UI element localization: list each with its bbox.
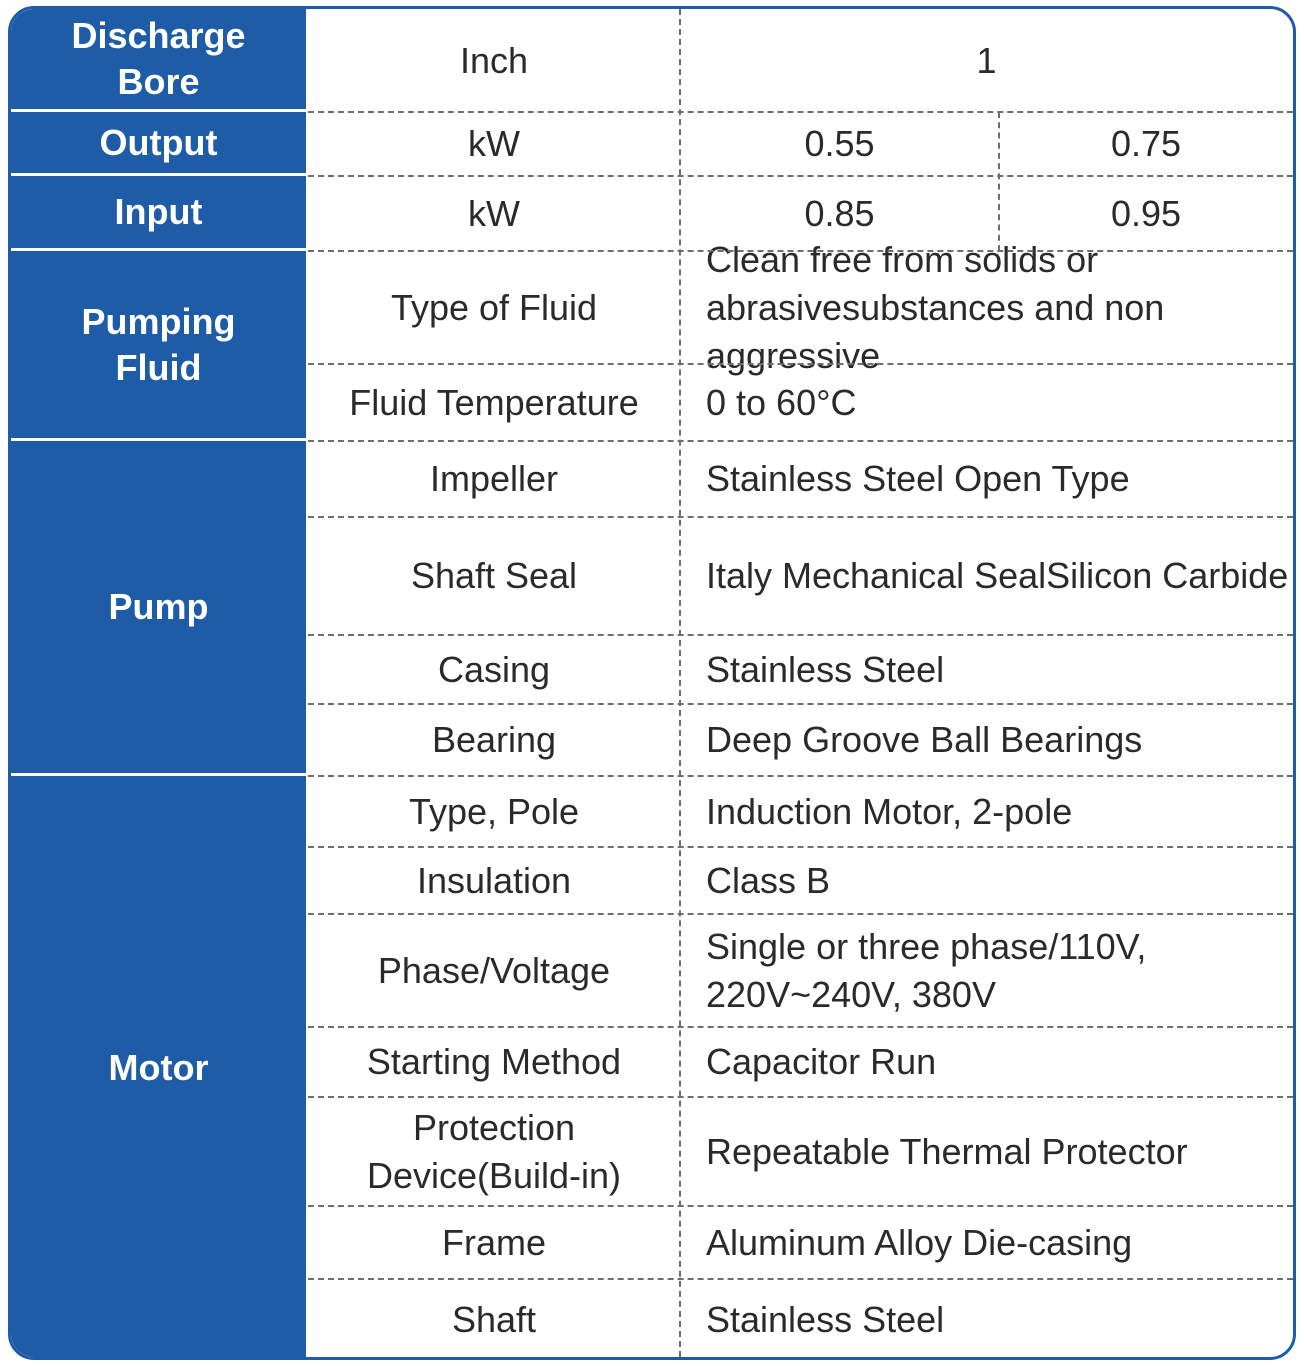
row-label — [308, 251, 680, 364]
row-value-line: Clean free from solids or abrasive — [706, 238, 1099, 328]
spec-table — [8, 6, 1296, 1360]
row-divider — [308, 175, 1293, 177]
row-value — [680, 847, 1293, 914]
row-divider — [308, 363, 1293, 365]
row-label-line: Shaft Seal — [410, 555, 578, 596]
category-pump — [11, 441, 306, 776]
row-divider — [308, 1026, 1293, 1028]
category-label: Pump — [108, 586, 209, 627]
row-label-line: Type, Pole — [408, 790, 580, 832]
row-divider — [308, 634, 1293, 636]
row-label-line: Phase/Voltage — [377, 949, 611, 991]
category-output — [11, 112, 306, 176]
row-divider — [308, 913, 1293, 915]
row-divider — [308, 703, 1293, 705]
row-divider — [308, 1205, 1293, 1207]
row-divider — [308, 775, 1293, 777]
category-discharge-bore — [11, 9, 306, 112]
category-label: Input — [114, 191, 203, 232]
category-label: Discharge — [71, 15, 246, 56]
row-divider — [308, 1278, 1293, 1280]
row-value — [680, 364, 1293, 441]
row-label-line: Frame — [441, 1221, 546, 1263]
row-value-line: 0 to 60°C — [706, 381, 857, 423]
row-value — [680, 635, 1293, 704]
row-value-line: 0.55 — [804, 123, 875, 164]
row-divider — [308, 846, 1293, 848]
row-label — [308, 776, 680, 847]
category-label: Motor — [108, 1047, 209, 1088]
row-value-line: Italy Mechanical Seal — [706, 555, 1047, 596]
row-value-line: Class B — [706, 859, 831, 901]
row-value — [680, 9, 1293, 112]
row-label-line: Type of Fluid — [390, 286, 598, 328]
category-label: Output — [99, 121, 218, 163]
row-divider — [308, 440, 1293, 442]
row-value-line: Stainless Steel Open Type — [706, 458, 1130, 499]
row-divider — [308, 516, 1293, 518]
row-value-line: Deep Groove Ball Bearings — [706, 719, 1143, 760]
row-label-line: Starting Method — [366, 1041, 622, 1082]
row-value-line: Stainless Steel — [706, 648, 945, 690]
row-value-line: 1 — [976, 39, 997, 81]
row-value-line: Capacitor Run — [706, 1041, 937, 1082]
row-value-line: 110V, 220V~240V, 380V — [706, 925, 1147, 1015]
row-label-line: Fluid Temperature — [349, 381, 639, 423]
category-label: Pumping — [81, 300, 236, 342]
row-value-line: Stainless Steel — [706, 1298, 945, 1340]
column-divider — [679, 9, 681, 1357]
row-label-line: Impeller — [429, 458, 559, 499]
row-label — [308, 176, 680, 251]
row-value-line: 0.95 — [1110, 192, 1182, 234]
row-label — [308, 847, 680, 914]
row-divider — [308, 111, 1293, 113]
row-value — [680, 776, 1293, 847]
row-value — [999, 112, 1293, 176]
row-value — [680, 1279, 1293, 1360]
row-label-line: Protection Device — [366, 1106, 576, 1196]
row-label — [308, 517, 680, 635]
row-value — [680, 517, 1293, 635]
row-label-line: Inch — [459, 39, 529, 81]
row-label-line: kW — [468, 123, 520, 164]
row-label — [308, 635, 680, 704]
row-label — [308, 9, 680, 112]
row-label — [308, 364, 680, 441]
row-value-line: Single or three phase/ — [706, 925, 1059, 967]
row-divider — [308, 250, 1293, 252]
row-value — [680, 1097, 1293, 1206]
row-value-line: 0.75 — [1110, 123, 1182, 164]
row-label-line: Casing — [437, 648, 551, 690]
row-label-line: Bearing — [431, 719, 557, 760]
category-motor — [11, 776, 306, 1360]
row-divider — [308, 1096, 1293, 1098]
row-label — [308, 1206, 680, 1279]
row-label-line: kW — [468, 192, 520, 234]
row-label — [308, 1279, 680, 1360]
row-label — [308, 1027, 680, 1097]
row-label — [308, 112, 680, 176]
row-label — [308, 1097, 680, 1206]
row-value-line: Aluminum Alloy Die-casing — [706, 1221, 1133, 1263]
row-label — [308, 704, 680, 776]
row-value-line: Repeatable Thermal Protector — [706, 1130, 1188, 1172]
category-label: Fluid — [115, 346, 202, 388]
row-value-line: Silicon Carbide — [1046, 555, 1289, 596]
row-label-line: Shaft — [451, 1298, 537, 1340]
category-pumping-fluid — [11, 251, 306, 441]
row-value — [680, 914, 1293, 1027]
row-value-line: 0.85 — [804, 192, 875, 234]
category-label: Bore — [117, 61, 200, 102]
row-value — [680, 704, 1293, 776]
row-value-line: substances and non aggressive — [706, 286, 1165, 376]
row-label — [308, 441, 680, 517]
row-value-line: Induction Motor, 2-pole — [706, 790, 1073, 832]
row-label — [308, 914, 680, 1027]
row-value — [680, 441, 1293, 517]
row-label-line: (Build-in) — [477, 1154, 622, 1196]
row-value — [680, 112, 999, 176]
row-value — [680, 238, 1293, 376]
category-input — [11, 176, 306, 251]
value-split-divider — [998, 112, 1000, 251]
row-value — [680, 1027, 1293, 1097]
row-value — [680, 1206, 1293, 1279]
row-label-line: Insulation — [416, 859, 572, 901]
